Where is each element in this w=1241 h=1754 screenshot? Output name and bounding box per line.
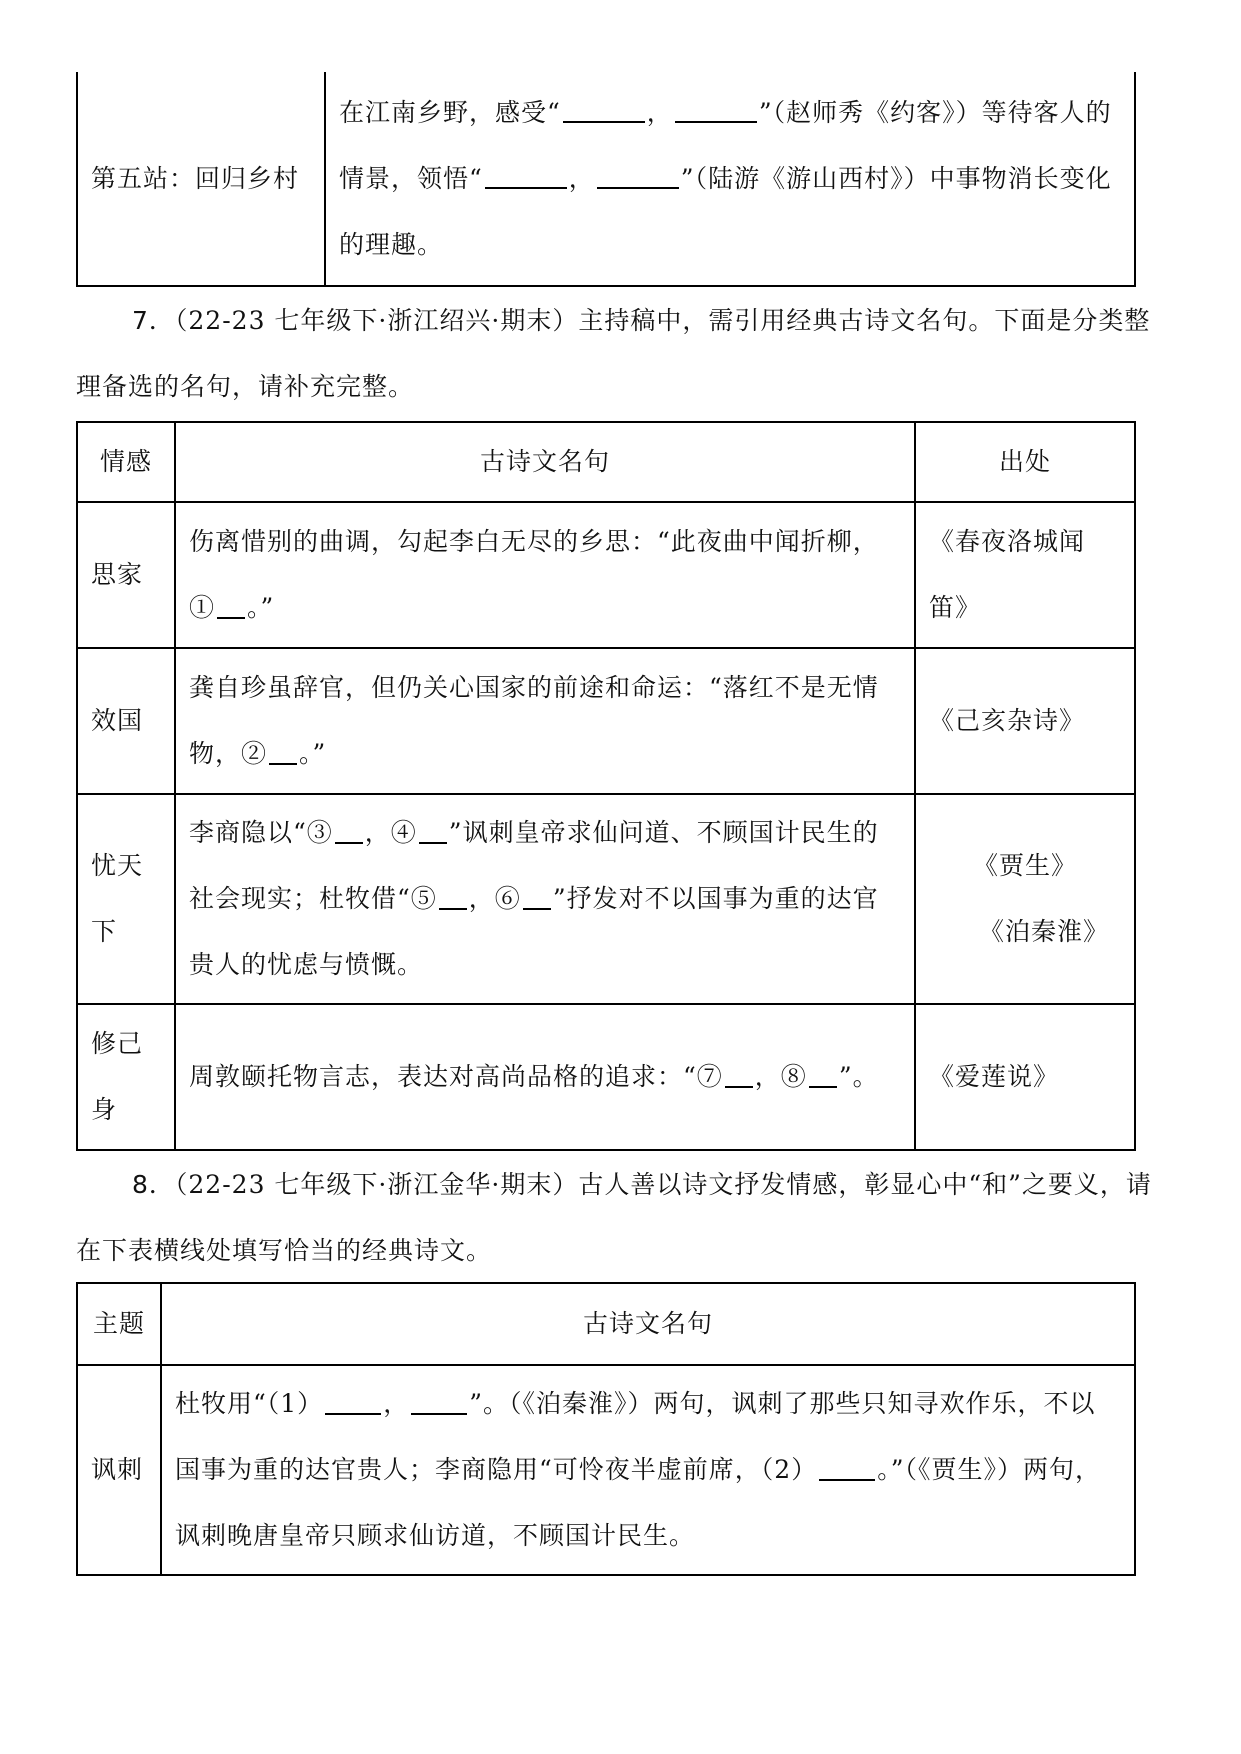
column-header: 主题 — [77, 1283, 161, 1365]
source-cell: 《爱莲说》 — [915, 1004, 1135, 1150]
q8-table — [76, 1282, 1136, 1576]
emotion-cell: 效国 — [77, 648, 175, 794]
source-line: 《贾生》 — [972, 851, 1077, 880]
answer-blank[interactable] — [485, 187, 567, 189]
column-header: 古诗文名句 — [161, 1283, 1135, 1365]
text-segment: ”讽刺皇帝求仙问道、不顾国计民生的社会现实；杜牧借“⑤ — [189, 818, 879, 913]
text-segment: 杜牧用“（1） — [175, 1389, 324, 1418]
text-segment: 李商隐以“③ — [189, 818, 333, 847]
question-text: （22-23 七年级下·浙江绍兴·期末）主持稿中，需引用经典古诗文名句。下面是分类整理备选的名句，请补充完整。 — [76, 306, 1151, 401]
quote-cell — [175, 1004, 915, 1150]
table-row — [77, 1004, 1135, 1150]
table-header-row — [77, 422, 1135, 502]
answer-blank[interactable] — [439, 908, 467, 910]
text-segment: 伤离惜别的曲调，勾起李白无尽的乡思：“此夜曲中闻折柳，① — [189, 527, 879, 622]
column-header: 情感 — [77, 422, 175, 502]
station-label: 第五站：回归乡村 — [77, 72, 325, 286]
text-segment: 龚自珍虽辞官，但仍关心国家的前途和命运：“落红不是无情物，② — [189, 673, 879, 768]
answer-blank[interactable] — [419, 842, 447, 844]
question-number: 7． — [132, 306, 175, 335]
text-segment: ，④ — [364, 818, 417, 847]
answer-blank[interactable] — [675, 121, 757, 123]
answer-blank[interactable] — [597, 187, 679, 189]
quote-cell — [175, 794, 915, 1004]
text-segment: ”。（《泊秦淮》）两句，讽刺了那些只知寻欢作乐，不以国事为重的达官贵人；李商隐用“可怜夜半虚前席，（2） — [175, 1389, 1096, 1484]
text-segment: 。”（《贾生》）两句，讽刺晚唐皇帝只顾求仙访道，不顾国计民生。 — [175, 1455, 1101, 1550]
column-header: 古诗文名句 — [175, 422, 915, 502]
q7-table — [76, 421, 1136, 1151]
source-line: 《泊秦淮》 — [979, 917, 1110, 946]
answer-blank[interactable] — [725, 1086, 753, 1088]
text-segment: 。” — [299, 739, 327, 768]
quote-cell — [161, 1365, 1135, 1575]
source-cell: 《己亥杂诗》 — [915, 648, 1135, 794]
quote-cell — [175, 502, 915, 648]
text-segment: ， — [383, 1389, 410, 1418]
station-table — [76, 72, 1136, 287]
table-row — [77, 794, 1135, 1004]
text-segment: ”（赵师秀《约客》）等待客人的情景，领悟“ — [339, 97, 1112, 193]
text-segment: 。” — [247, 593, 275, 622]
table-header-row — [77, 1283, 1135, 1365]
answer-blank[interactable] — [809, 1086, 837, 1088]
text-segment: ， — [568, 163, 595, 193]
table-row — [77, 72, 1135, 286]
answer-blank[interactable] — [523, 908, 551, 910]
answer-blank[interactable] — [217, 617, 245, 619]
answer-blank[interactable] — [325, 1413, 381, 1415]
quote-cell — [175, 648, 915, 794]
answer-blank[interactable] — [269, 763, 297, 765]
emotion-cell: 忧天下 — [77, 794, 175, 1004]
theme-cell: 讽刺 — [77, 1365, 161, 1575]
text-segment: 在江南乡野，感受“ — [339, 97, 561, 127]
column-header: 出处 — [915, 422, 1135, 502]
source-cell: 《春夜洛城闻笛》 — [915, 502, 1135, 648]
answer-blank[interactable] — [335, 842, 363, 844]
text-segment: 周敦颐托物言志，表达对高尚品格的追求：“⑦ — [189, 1062, 723, 1091]
question-8 — [76, 1152, 1176, 1284]
text-segment: ，⑧ — [754, 1062, 807, 1091]
text-segment: ， — [646, 97, 673, 127]
answer-blank[interactable] — [819, 1479, 875, 1481]
question-number: 8． — [132, 1170, 175, 1199]
table-row — [77, 1365, 1135, 1575]
source-cell — [915, 794, 1135, 1004]
station-text — [325, 72, 1135, 286]
text-segment: ”。 — [838, 1062, 879, 1091]
emotion-cell: 修己身 — [77, 1004, 175, 1150]
text-segment: ”（陆游《游山西村》）中事物消长变化的理趣。 — [339, 163, 1112, 259]
question-text: （22-23 七年级下·浙江金华·期末）古人善以诗文抒发情感，彰显心中“和”之要义，请在下表横线处填写恰当的经典诗文。 — [76, 1170, 1152, 1265]
table-row — [77, 648, 1135, 794]
text-segment: ”抒发对不以国事为重的达官贵人的忧虑与愤慨。 — [189, 884, 879, 979]
emotion-cell: 思家 — [77, 502, 175, 648]
text-segment: ，⑥ — [468, 884, 521, 913]
table-row — [77, 502, 1135, 648]
answer-blank[interactable] — [563, 121, 645, 123]
answer-blank[interactable] — [411, 1413, 467, 1415]
question-7 — [76, 288, 1176, 420]
